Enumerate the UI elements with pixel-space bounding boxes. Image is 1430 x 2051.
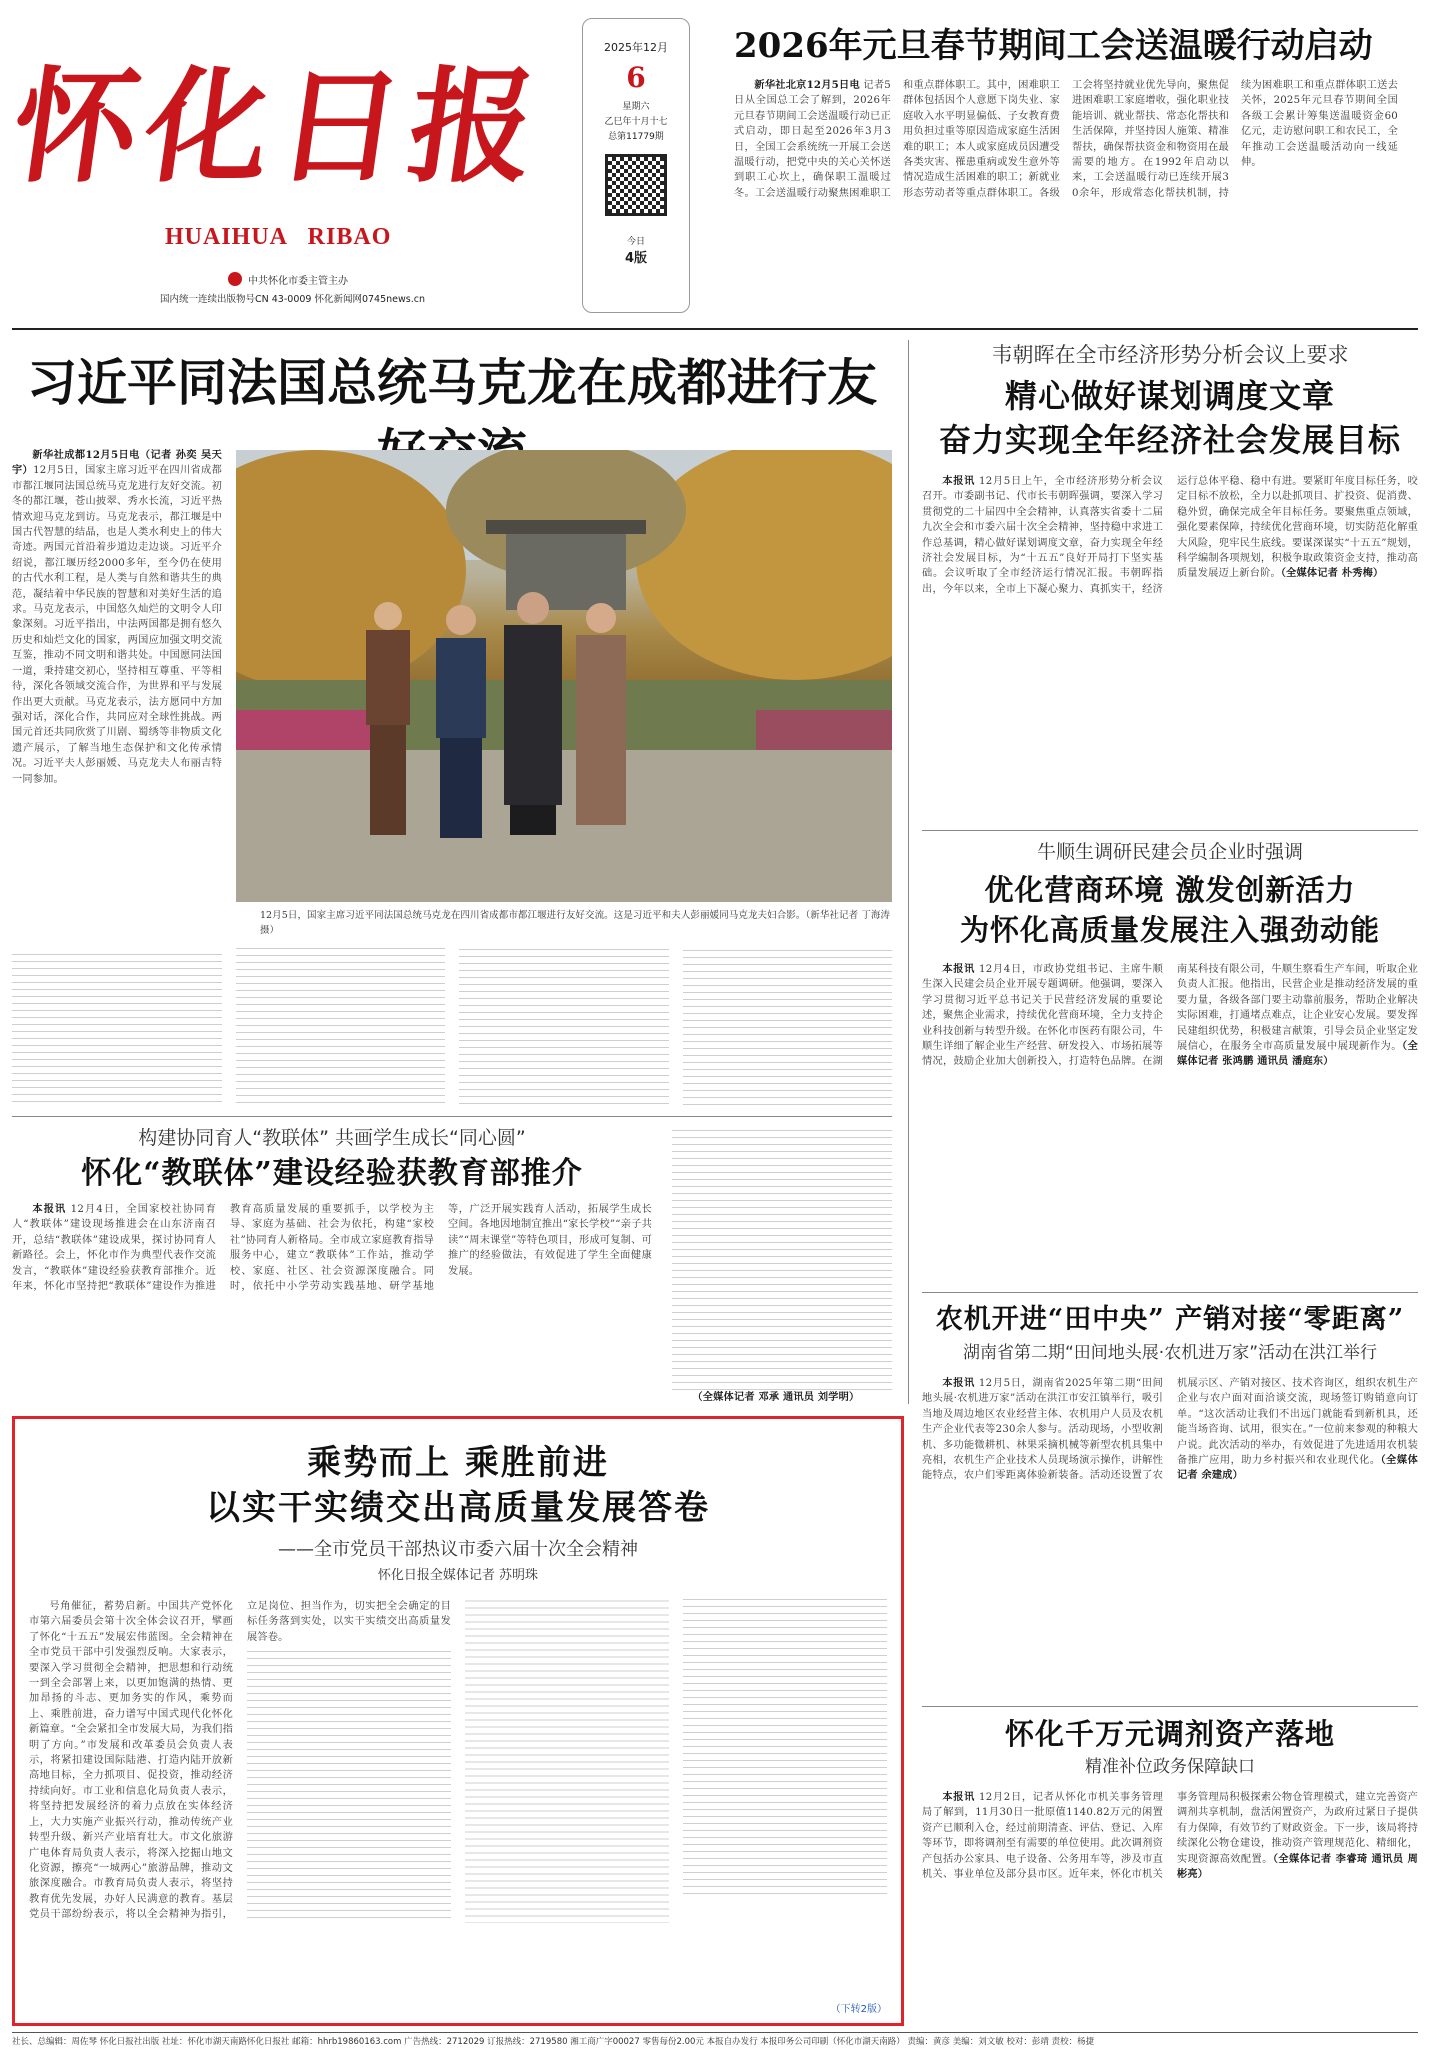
- lead-story-headline[interactable]: 习近平同法国总统马克龙在成都进行友: [27, 353, 877, 412]
- mid-rule: [12, 1116, 892, 1117]
- right-story-2-headline-1[interactable]: 优化营商环境 激发创新活力: [984, 873, 1356, 907]
- right-story-2-body: [922, 962, 1418, 1272]
- feature-box[interactable]: [12, 1416, 904, 2026]
- feature-headline-2[interactable]: 以实干实绩交出高质量发展答卷: [206, 1488, 710, 1528]
- feature-continued[interactable]: （下转2版）: [830, 2004, 887, 2015]
- right-story-2-headline-2[interactable]: 为怀化高质量发展注入强劲动能: [959, 913, 1380, 947]
- masthead-rule: [12, 328, 1418, 330]
- right-story-3-byline: （全媒体记者 余建成）: [1177, 1454, 1418, 1482]
- lead-story-continuation: [12, 948, 892, 1108]
- right-story-3-text: 12月5日，湖南省2025年第二期“田间地头展·农机进万家”活动在洪江市安江镇举行，吸引当地及周边地区农业经营主体、农机用户人员及农机生产企业代表等230余人参与。活动现场，小型收割机、多功能微耕机、林果采摘机械等新型农机具集中亮相，农机生产企业技术人员现场演示操作，讲解性能特点，农户们零距离体验新装备。活动还设置了农机展示区、产销对接区、技术咨询区，组织农机生产企业与农户面对面洽谈交流，现场签订购销意向订单。“这次活动让我们不出远门就能看到新机具，还能当场咨询、试用，很实在。”一位前来参观的种粮大户说。此次活动的举办，有效促进了先进适用农机装备推广应用，助力乡村振兴和农业现代化。: [922, 1378, 1418, 1482]
- feature-body: [29, 1599, 887, 1989]
- mid-story-byline: （全媒体记者 邓承 通讯员 刘学明）: [692, 1391, 860, 1403]
- feature-continuation-fill: [247, 1599, 887, 1923]
- top-story[interactable]: [734, 22, 1398, 314]
- left-col-divider: [908, 340, 909, 1404]
- feature-text: 号角催征，蓄势启新。中国共产党怀化市第六届委员会第十次全体会议召开，擘画了怀化“十五五”发展宏伟蓝图。全会精神在全市党员干部中引发强烈反响。大家表示，要深入学习贯彻全会精神，把思想和行动统一到全会部署上来，以更加饱满的热情、更加昂扬的斗志、更加务实的作风，乘势而上、乘胜前进，奋力谱写中国式现代化怀化新篇章。“全会紧扣全市发展大局，为我们指明了方向。”市发展和改革委员会负责人表示，将紧扣建设国际陆港、打造内陆开放新高地目标，全力抓项目、促投资，推动经济持续向好。市工业和信息化局负责人表示，将坚持把发展经济的着力点放在实体经济上，大力实施产业振兴行动，推动传统产业转型升级、新兴产业培育壮大。市文化旅游广电体育局负责人表示，将深入挖掘山地文化资源，擦亮“一城两心”旅游品牌，推动文旅深度融合。市教育局负责人表示，将坚持教育优先发展，办好人民满意的教育。基层党员干部纷纷表示，将以全会精神为指引，立足岗位、担当作为，切实把全会确定的目标任务落到实处，以实干实绩交出高质量发展答卷。: [29, 1601, 451, 1921]
- lead-story-lede: 新华社成都12月5日电: [32, 449, 140, 461]
- mid-story-kicker: 构建协同育人“教联体” 共画学生成长“同心圆”: [138, 1127, 526, 1149]
- lead-story-text: 12月5日，国家主席习近平在四川省成都市都江堰同法国总统马克龙进行友好交流。初冬的都江堰，苍山披翠、秀水长流，习近平热情欢迎马克龙到访。马克龙表示，都江堰是中国古代智慧的结晶，也是人类水利史上的伟大奇迹。两国元首沿着步道边走边谈。习近平介绍说，都江堰历经2000多年，至今仍在使用的古代水利工程，是人类与自然和谐共生的典范，凝结着中华民族的智慧和对美好生活的追求。马克龙表示，中国悠久灿烂的文明令人印象深刻。习近平指出，中法两国都是拥有悠久历史和灿烂文化的国家，两国应加强文明交流互鉴，推动不同文明和谐共处。中国愿同法国一道，秉持建交初心，坚持相互尊重、平等相待，深化各领域交流合作，为世界和平与发展作出更大贡献。马克龙表示，法方愿同中方加强对话，深化合作，共同应对全球性挑战。两国元首还共同欣赏了川剧、蜀绣等非物质文化遗产展示，了解当地生态保护和文化传承情况。习近平夫人彭丽媛、马克龙夫人布丽吉特一同参加。: [12, 465, 222, 785]
- right-story-3-body: [922, 1376, 1418, 1694]
- lead-story-photo[interactable]: [236, 450, 892, 902]
- mid-story-body: [12, 1202, 652, 1402]
- right-story-4-subhead: 精准补位政务保障缺口: [1085, 1757, 1255, 1777]
- masthead-organizer: 中共怀化市委主管主办: [248, 276, 348, 287]
- feature-headline-1[interactable]: 乘势而上 乘胜前进: [307, 1443, 609, 1483]
- right-story-2-kicker: 牛顺生调研民建会员企业时强调: [1036, 841, 1303, 863]
- right-story-2-lede: 本报讯: [942, 963, 976, 975]
- date-issue: 总第11779期: [608, 132, 664, 142]
- footer: 社长、总编辑：周佐琴 怀化日报社出版 社址：怀化市湖天南路怀化日报社 邮箱：hhrb19860163.com 广告热线：2712029 订报热线：2719580 湘工商广字00027 零售每份2.00元 本报自办发行 本报印务公司印刷（怀化市湖天南路） 责编：黄彦 美编：刘文敏 校对：彭靖 责校：杨捷: [12, 2037, 1095, 2047]
- right-story-2-text: 12月4日，市政协党组书记、主席牛顺生深入民建会员企业开展专题调研。他强调，要深入学习贯彻习近平总书记关于民营经济发展的重要论述，聚焦企业需求，持续优化营商环境，全力支持企业科技创新与转型升级。在怀化市医药有限公司，牛顺生详细了解企业生产经营、研发投入、市场拓展等情况，鼓励企业加大创新投入，打造特色品牌。在湖南某科技有限公司，牛顺生察看生产车间，听取企业负责人汇报。他指出，民营企业是推动经济发展的重要力量，各级各部门要主动靠前服务，帮助企业解决实际困难，打通堵点难点，让企业安心发展。要发挥民建组织优势，积极建言献策，引导会员企业坚定发展信心，在服务全市高质量发展中展现新作为。: [922, 964, 1418, 1068]
- right-story-4-body: [922, 1790, 1418, 2016]
- date-day: 6: [626, 61, 646, 94]
- top-story-text: 记者5日从全国总工会了解到，2026年元旦春节期间工会送温暖行动已正式启动，即日起至2026年3月3日，全国工会系统统一开展工会送温暖行动，把党中央的关心关怀送到职工心坎上，确保职工温暖过冬。工会送温暖行动聚焦困难职工和重点群体职工。其中，困难职工群体包括因个人意愿下岗失业、家庭收入水平明显偏低、子女教育费用负担过重等原因造成家庭生活困难的职工；本人或家庭成员因遭受各类灾害、罹患重病或发生意外等情况造成生活困难的职工；新就业形态劳动者等重点群体职工。各级工会将坚持就业优先导向，聚焦促进困难职工家庭增收，强化职业技能培训、就业帮扶、常态化帮扶和生活保障，并坚持因人施策、精准帮扶，确保帮扶资金和物资用在最需要的地方。在1992年启动以来，工会送温暖行动已连续开展30余年，形成常态化帮扶机制，持续为困难职工和重点群体职工送去关怀，2025年元旦春节期间全国各级工会累计筹集送温暖资金60亿元，走访慰问职工和农民工，全年推动工会送温暖活动向一线延伸。: [734, 80, 1398, 199]
- date-pages: 4版: [624, 251, 648, 266]
- right-story-4-text: 12月2日，记者从怀化市机关事务管理局了解到，11月30日一批原值1140.82万元的闲置资产已顺利入仓，经过前期清查、评估、登记、入库等环节，即将调剂至有需要的单位使用。此次调剂资产包括办公家具、电子设备、公务用车等，涉及市直机关、事业单位及部分县市区。近年来，怀化市机关事务管理局积极探索公物仓管理模式，建立完善资产调剂共享机制，盘活闲置资产，为政府过紧日子提供有力保障，有效节约了财政资金。下一步，该局将持续深化公物仓建设，推动资产管理规范化、精细化，实现资源高效配置。: [922, 1792, 1418, 1881]
- top-story-lede: 新华社北京12月5日电: [754, 79, 860, 91]
- date-year-month: 2025年12月: [604, 41, 668, 54]
- right-story-3-headline[interactable]: 农机开进“田中央” 产销对接“零距离”: [935, 1304, 1405, 1335]
- masthead-pinyin: HUAIHUA RIBAO: [165, 224, 392, 250]
- footer-rule: [12, 2032, 1418, 2033]
- lead-photo-credit: （新华社记者 丁海涛 摄）: [260, 910, 890, 936]
- masthead-logo: 怀化日报: [3, 55, 553, 200]
- right-story-2-byline: （全媒体记者 张鸿鹏 通讯员 潘庭东）: [1177, 1040, 1418, 1068]
- party-emblem-icon: [228, 272, 242, 286]
- right-story-3-subhead: 湖南省第二期“田间地头展·农机进万家”活动在洪江举行: [962, 1343, 1378, 1363]
- mid-story-text: 12月4日，全国家校社协同育人“教联体”建设现场推进会在山东济南召开，总结“教联体”建设成果，探讨协同育人新路径。会上，怀化市作为典型代表作交流发言，“教联体”建设经验获教育部推介。近年来，怀化市坚持把“教联体”建设作为推进教育高质量发展的重要抓手，以学校为主导、家庭为基础、社会为依托，构建“家校社”协同育人新格局。全市成立家庭教育指导服务中心，建立“教联体”工作站，推动学校、家庭、社区、社会资源深度融合。同时，依托中小学劳动实践基地、研学基地等，广泛开展实践育人活动，拓展学生成长空间。各地因地制宜推出“家长学校”“亲子共读”“周末课堂”等特色项目，形成可复制、可推广的经验做法，有效促进了学生全面健康发展。: [12, 1204, 652, 1293]
- feature-subhead: ——全市党员干部热议市委六届十次全会精神: [278, 1539, 638, 1560]
- right-story-1-lede: 本报讯: [942, 475, 976, 487]
- date-lunar: 乙巳年十月十七: [604, 117, 668, 127]
- date-weekday: 星期六: [622, 102, 650, 112]
- right-rule-2: [922, 1292, 1418, 1293]
- right-story-3-lede: 本报讯: [942, 1377, 975, 1389]
- lead-photo-illustration: [236, 450, 892, 902]
- mid-story-continuation: [672, 1124, 892, 1390]
- right-story-1-headline-1[interactable]: 精心做好谋划调度文章: [1004, 377, 1335, 415]
- mid-story[interactable]: [12, 1124, 892, 1408]
- lead-photo-caption-text: 12月5日，国家主席习近平同法国总统马克龙在四川省成都市都江堰进行友好交流。这是习近平和夫人彭丽媛同马克龙夫妇合影。: [260, 910, 806, 921]
- right-story-1-kicker: 韦朝晖在全市经济形势分析会议上要求: [991, 343, 1349, 367]
- right-story-1-text: 12月5日上午，全市经济形势分析会议召开。市委副书记、代市长韦朝晖强调，要深入学习贯彻党的二十届四中全会精神，认真落实省委十二届九次全会和市委六届十次全会精神，坚持稳中求进工作总基调，精心做好谋划调度文章，奋力实现全年经济社会发展目标，为“十五五”良好开局打下坚实基础。会议听取了全市经济运行情况汇报。韦朝晖指出，今年以来，全市上下凝心聚力、真抓实干，经济运行总体平稳、稳中有进。要紧盯年度目标任务，咬定目标不放松，全力以赴抓项目、扩投资、促消费、稳外贸，确保完成全年目标任务。要聚焦重点领域，强化要素保障，持续优化营商环境，切实防范化解重大风险，兜牢民生底线。要谋深谋实“十五五”规划，科学编制各项规划，积极争取政策资金支持，推动高质量发展迈上新台阶。: [922, 476, 1418, 595]
- mid-story-headline[interactable]: 怀化“教联体”建设经验获教育部推介: [81, 1156, 583, 1191]
- right-story-2[interactable]: [922, 838, 1418, 1278]
- lead-story-body-bottom: [12, 948, 892, 1108]
- date-pages-label: 今日: [626, 237, 645, 247]
- feature-byline: 怀化日报全媒体记者 苏明珠: [377, 1568, 539, 1583]
- lead-story-byline: （记者 孙奕 吴天宇）: [12, 449, 222, 477]
- right-rule-1: [922, 830, 1418, 831]
- right-story-3[interactable]: [922, 1300, 1418, 1700]
- right-story-1[interactable]: [922, 340, 1418, 820]
- masthead-issn: 国内统一连续出版物号CN 43-0009 怀化新闻网0745news.cn: [160, 294, 425, 305]
- right-story-1-headline-2[interactable]: 奋力实现全年经济社会发展目标: [938, 421, 1401, 459]
- lead-photo-caption: [260, 908, 890, 938]
- top-story-headline[interactable]: 2026年元旦春节期间工会送温暖行动启动: [734, 26, 1373, 66]
- right-story-4-lede: 本报讯: [942, 1791, 976, 1803]
- right-rule-3: [922, 1706, 1418, 1707]
- right-story-4[interactable]: [922, 1714, 1418, 2020]
- mid-story-lede: 本报讯: [32, 1203, 67, 1215]
- right-story-4-byline: （全媒体记者 李睿琦 通讯员 周彬亮）: [1177, 1852, 1418, 1881]
- mid-story-body-right: [672, 1124, 892, 1408]
- top-story-body: [734, 78, 1398, 300]
- date-block: [582, 18, 690, 313]
- right-story-1-body: [922, 474, 1418, 794]
- right-story-1-byline: （全媒体记者 朴秀梅）: [1280, 567, 1384, 580]
- right-story-4-headline[interactable]: 怀化千万元调剂资产落地: [1004, 1717, 1335, 1751]
- qr-code[interactable]: [605, 154, 667, 216]
